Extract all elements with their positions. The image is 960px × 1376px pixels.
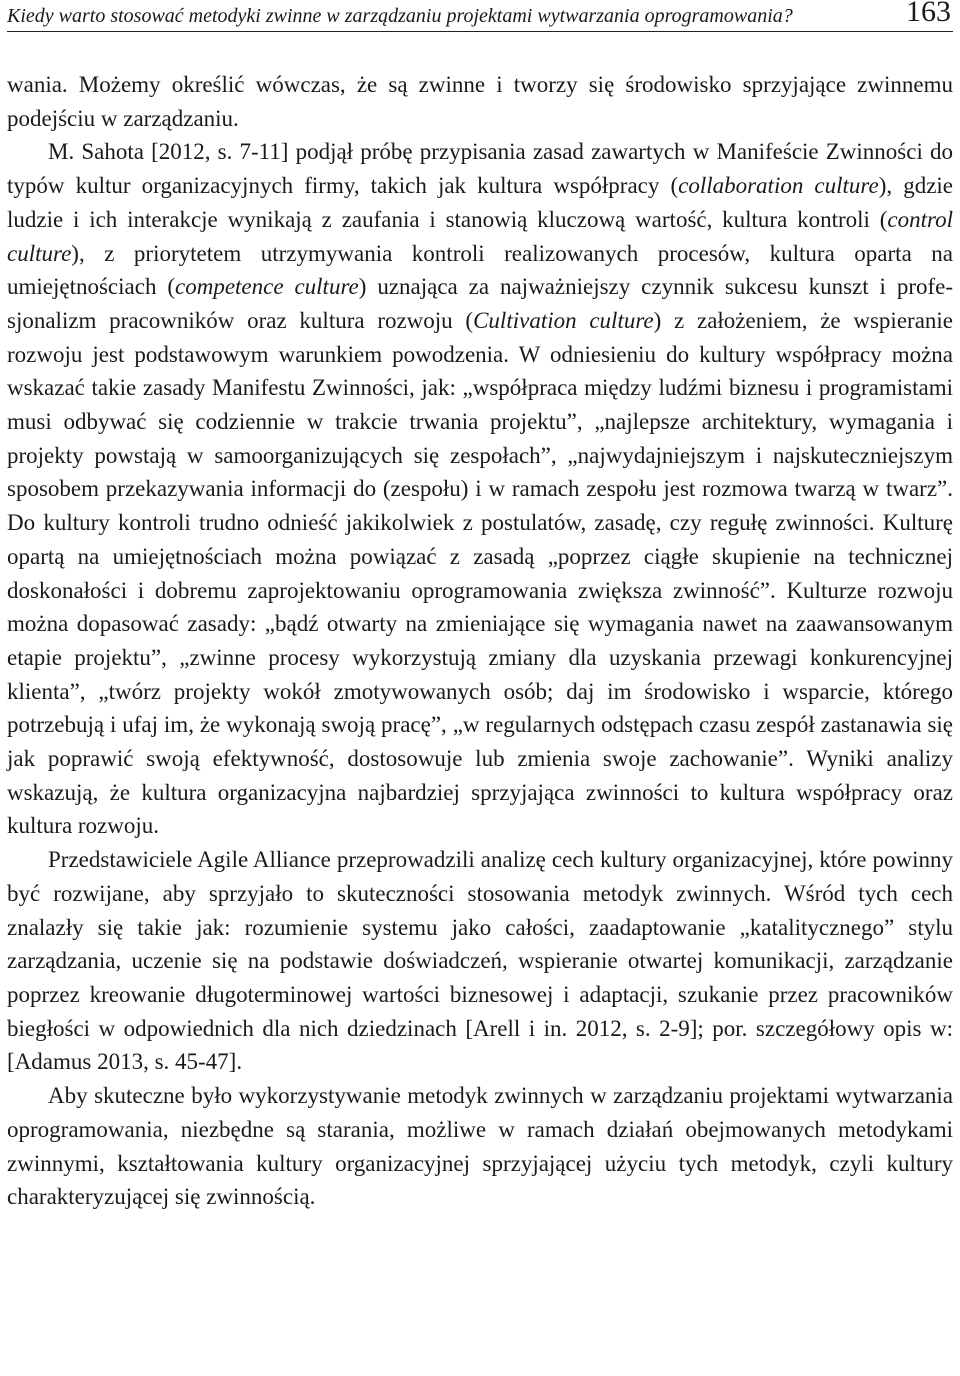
text-segment: Przedstawiciele Agile Alliance przeprowadzili analizę cech kultury organizacyjnej, które powinny być rozwijane, aby sprzyjało to skuteczności stosowania metodyk zwinnych. Wśród tych cech znalazły się takie jak: rozumienie systemu jako całości, zaadaptowanie „katalitycznego” stylu zarządzania, uczenie się na podstawie doświadczeń, wspieranie otwartej komunikacji, zarządzanie poprzez kreowanie długoterminowej wartości biznesowej i adaptacji, szukanie przez pracowników biegłości w odpowiednich dla nich dziedzinach [Arell i in. 2012, s. 2-9]; por. szczegółowy opis w: [Adamus 2013, s. 45-47]. [7,847,953,1075]
italic-term: control culture [7,206,953,266]
italic-term: Cultivation culture [473,307,654,333]
body-text [7,68,953,1214]
text-segment: M. Sahota [2012, s. 7-11] podjął próbę przypisania zasad zawartych w Manifeście Zwinności do typów kultur organizacyjnych firmy, takich jak kultura współpracy ( [7,139,953,199]
italic-term: competence culture [175,274,359,300]
text-segment: ) uznająca za najważniejszy czynnik sukcesu kunszt i profesjonalizm pracowników oraz kultura rozwoju ( [7,274,954,333]
paragraph [7,1079,953,1214]
italic-term: collaboration culture [678,173,879,199]
document-page [7,0,953,1214]
paragraph [7,68,953,135]
page-number: 163 [906,0,951,28]
running-header [7,0,953,32]
text-segment: ) z założeniem, że wspieranie rozwoju jest podstawowym warunkiem powodzenia. W odniesieniu do kultury współpracy można wskazać takie zasady Manifestu Zwinności, jak: „współpraca między ludźmi biznesu i programistami musi odbywać się codziennie w trakcie trwania projektu”, „najlepsze architektury, wymagania i projekty powstają w samoorganizujących się zespołach”, „najwydajniejszym i najskuteczniejszym sposobem przekazywania informacji do (zespołu) i w ramach zespołu jest rozmowa twarzą w twarz”. Do kultury kontroli trudno odnieść jakikolwiek z postulatów, zasadę, czy regułę zwinności. Kulturę opartą na umiejętnościach można powiązać z zasadą „poprzez ciągłe skupienie na technicznej doskonałości i dobremu zaprojektowaniu oprogramowania zwiększa zwinność”. Kulturze rozwoju można dopasować zasady: „bądź otwarty na zmieniające się wymagania nawet na zaawansowanym etapie projektu”, „zwinne procesy wykorzystują zmiany dla uzyskania przewagi konkurencyjnej klienta”, „twórz projekty wokół zmotywowanych osób; daj im środowisko i wsparcie, którego potrzebują i ufaj im, że wykonają swoją pracę”, „w regularnych odstępach czasu zespół zastanawia się jak poprawić swoją efektywność, dostosowuje lub zmienia swoje zachowanie”. Wyniki analizy wskazują, że kultura organizacyjna najbardziej sprzyjająca zwinności to kultura współpracy oraz kultura rozwoju. [7,307,953,839]
text-segment: ), z priorytetem utrzymywania kontroli realizowanych procesów, kultura oparta na umiejętnościach ( [7,240,953,300]
paragraph [7,843,953,1079]
text-segment: wania. Możemy określić wówczas, że są zwinne i tworzy się środowisko sprzyjające zwinnemu podejściu w zarządzaniu. [7,72,953,131]
text-segment: Aby skuteczne było wykorzystywanie metodyk zwinnych w zarządzaniu projektami wytwarzania oprogramowania, niezbędne są starania, możliwe w ramach działań obejmowanych metodykami zwinnymi, kształtowania kultury organizacyjnej sprzyjającej użyciu tych metodyk, czyli kultury charakteryzującej się zwinnością. [7,1083,953,1210]
paragraph [7,135,953,843]
header-title: Kiedy warto stosować metodyki zwinne w zarządzaniu projektami wytwarzania oprogramowania? [7,5,793,27]
text-segment: ), gdzie ludzie i ich interakcje wynikają z zaufania i stanowią kluczową wartość, kultura kontroli ( [7,173,953,232]
